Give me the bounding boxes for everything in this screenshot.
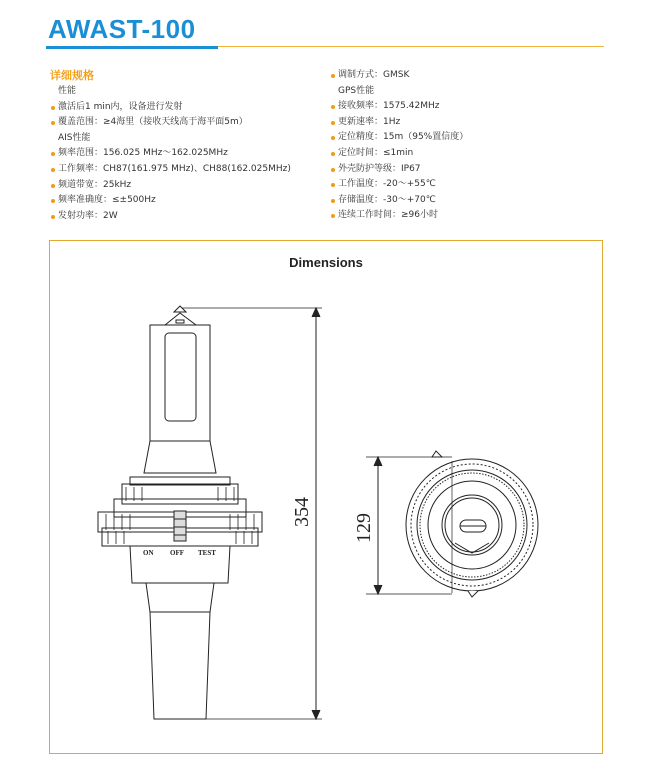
spec-item: 工作频率：CH87(161.975 MHz)、CH88(162.025MHz)	[50, 162, 320, 178]
product-title: AWAST-100	[48, 14, 196, 44]
ais-label: AIS性能	[58, 132, 91, 143]
switch-label-off: OFF	[170, 549, 184, 557]
spec-item: 连续工作时间：≥96小时	[330, 208, 600, 224]
spec-item: 外壳防护等级：IP67	[330, 162, 600, 178]
spec-item: 更新速率：1Hz	[330, 115, 600, 131]
spec-item: 调制方式：GMSK	[330, 68, 600, 84]
spec-column-left	[50, 68, 320, 224]
spec-column-right	[330, 68, 600, 224]
beacon-top-view	[366, 451, 538, 597]
spec-item: 定位精度：15m（95%置信度）	[330, 130, 600, 146]
spec-item: 存储温度：-30～+70℃	[330, 193, 600, 209]
switch-label-test: TEST	[198, 549, 216, 557]
spec-item: 频率范围：156.025 MHz～162.025MHz	[50, 146, 320, 162]
spec-heading: 详细规格	[50, 69, 94, 82]
spec-item: 频道带宽：25kHz	[50, 178, 320, 194]
gps-label: GPS性能	[338, 85, 375, 96]
dimensions-drawing	[50, 241, 602, 753]
dimensions-title: Dimensions	[289, 255, 363, 270]
switch-label-on: ON	[143, 549, 154, 557]
spec-item: 定位时间：≤1min	[330, 146, 600, 162]
dimensions-frame	[49, 240, 603, 754]
spec-item: 工作温度：-20～+55℃	[330, 177, 600, 193]
spec-item: 接收频率：1575.42MHz	[330, 99, 600, 115]
beacon-side-view	[98, 306, 262, 719]
performance-label: 性能	[58, 86, 77, 96]
spec-item: 激活后1 min内，设备进行发射	[50, 100, 320, 116]
diameter-dimension-label: 129	[353, 513, 375, 543]
spec-item: 发射功率：2W	[50, 209, 320, 225]
spec-item: 覆盖范围：≥4海里（接收天线高于海平面5m）	[50, 115, 320, 131]
spec-item: 频率准确度：≤±500Hz	[50, 193, 320, 209]
title-underline	[46, 46, 218, 49]
height-dimension-label: 354	[291, 497, 313, 527]
